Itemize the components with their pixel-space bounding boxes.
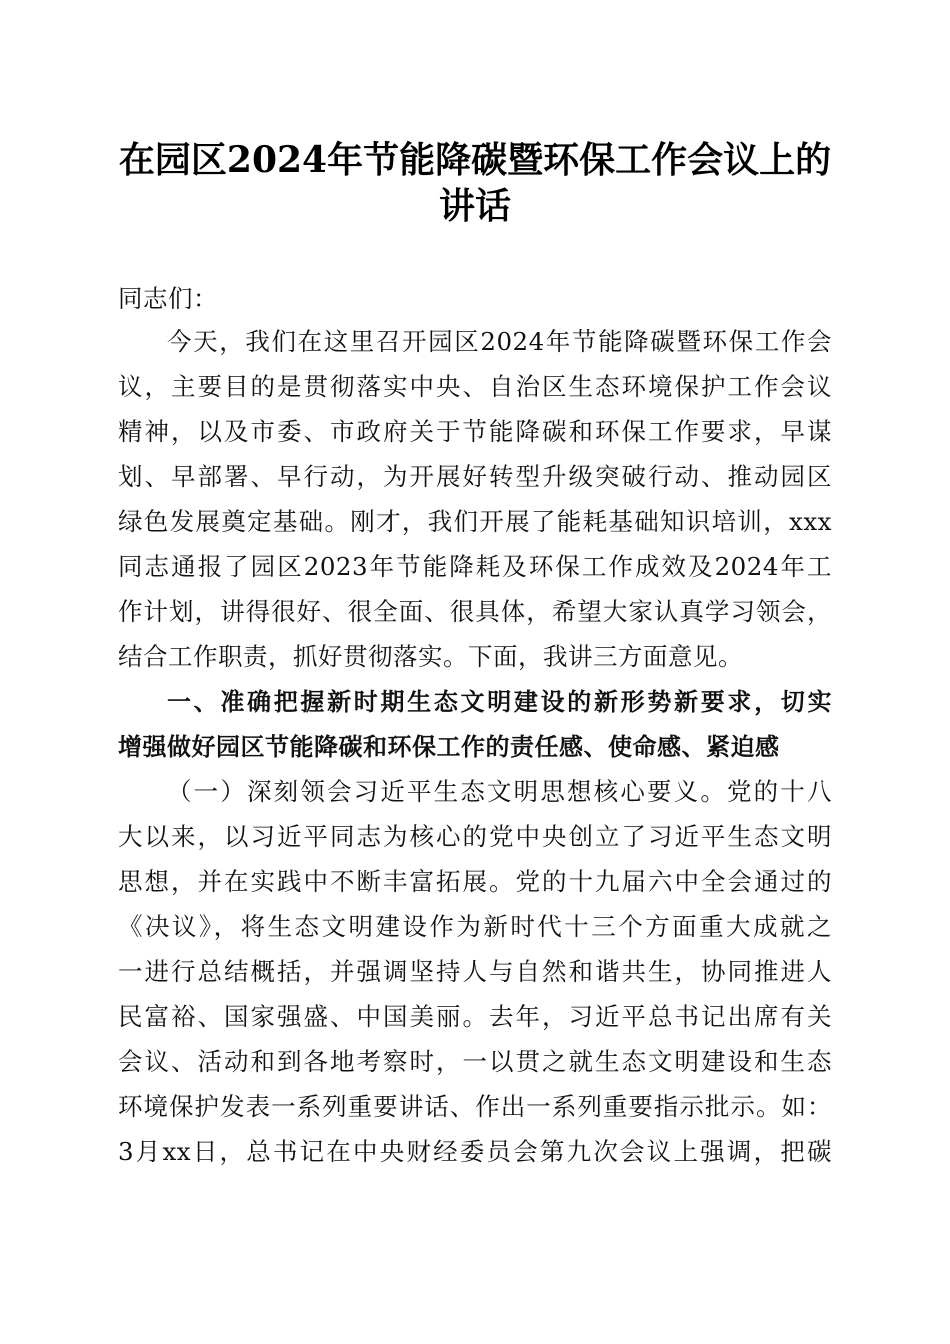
paragraph-line: 今天，我们在这里召开园区2024年节能降碳暨环保工作会 xyxy=(167,327,832,356)
paragraph-line: （一）深刻领会习近平生态文明思想核心要义。党的十八 xyxy=(167,777,832,806)
paragraph-line: 一进行总结概括，并强调坚持人与自然和谐共生，协同推进人 xyxy=(118,957,832,986)
paragraph-line: 民富裕、国家强盛、中国美丽。去年，习近平总书记出席有关 xyxy=(118,1002,832,1031)
paragraph-line: 作计划，讲得很好、很全面、很具体，希望大家认真学习领会， xyxy=(118,597,832,626)
paragraph-line: 议，主要目的是贯彻落实中央、自治区生态环境保护工作会议 xyxy=(118,372,832,401)
document-title-line-1: 在园区2024年节能降碳暨环保工作会议上的 xyxy=(118,139,832,181)
greeting: 同志们： xyxy=(118,284,218,313)
paragraph-line: 划、早部署、早行动，为开展好转型升级突破行动、推动园区 xyxy=(118,462,832,491)
document-title-line-2: 讲话 xyxy=(438,185,511,227)
section-heading-line: 增强做好园区节能降碳和环保工作的责任感、使命感、紧迫感 xyxy=(118,733,780,761)
paragraph-line: 环境保护发表一系列重要讲话、作出一系列重要指示批示。如： xyxy=(118,1092,832,1121)
paragraph-line: 3月xx日，总书记在中央财经委员会第九次会议上强调，把碳 xyxy=(118,1137,832,1166)
paragraph-line: 精神，以及市委、市政府关于节能降碳和环保工作要求，早谋 xyxy=(118,417,832,446)
paragraph-line: 大以来，以习近平同志为核心的党中央创立了习近平生态文明 xyxy=(118,822,832,851)
paragraph-line: 结合工作职责，抓好贯彻落实。下面，我讲三方面意见。 xyxy=(118,642,743,671)
paragraph-line: 绿色发展奠定基础。刚才，我们开展了能耗基础知识培训，xxx xyxy=(118,507,832,536)
paragraph-line: 《决议》，将生态文明建设作为新时代十三个方面重大成就之 xyxy=(118,912,832,941)
paragraph-line: 会议、活动和到各地考察时，一以贯之就生态文明建设和生态 xyxy=(118,1047,832,1076)
paragraph-line: 同志通报了园区2023年节能降耗及环保工作成效及2024年工 xyxy=(118,552,832,581)
paragraph-line: 思想，并在实践中不断丰富拓展。党的十九届六中全会通过的 xyxy=(118,867,832,896)
section-heading-line: 一、准确把握新时期生态文明建设的新形势新要求，切实 xyxy=(167,688,832,716)
